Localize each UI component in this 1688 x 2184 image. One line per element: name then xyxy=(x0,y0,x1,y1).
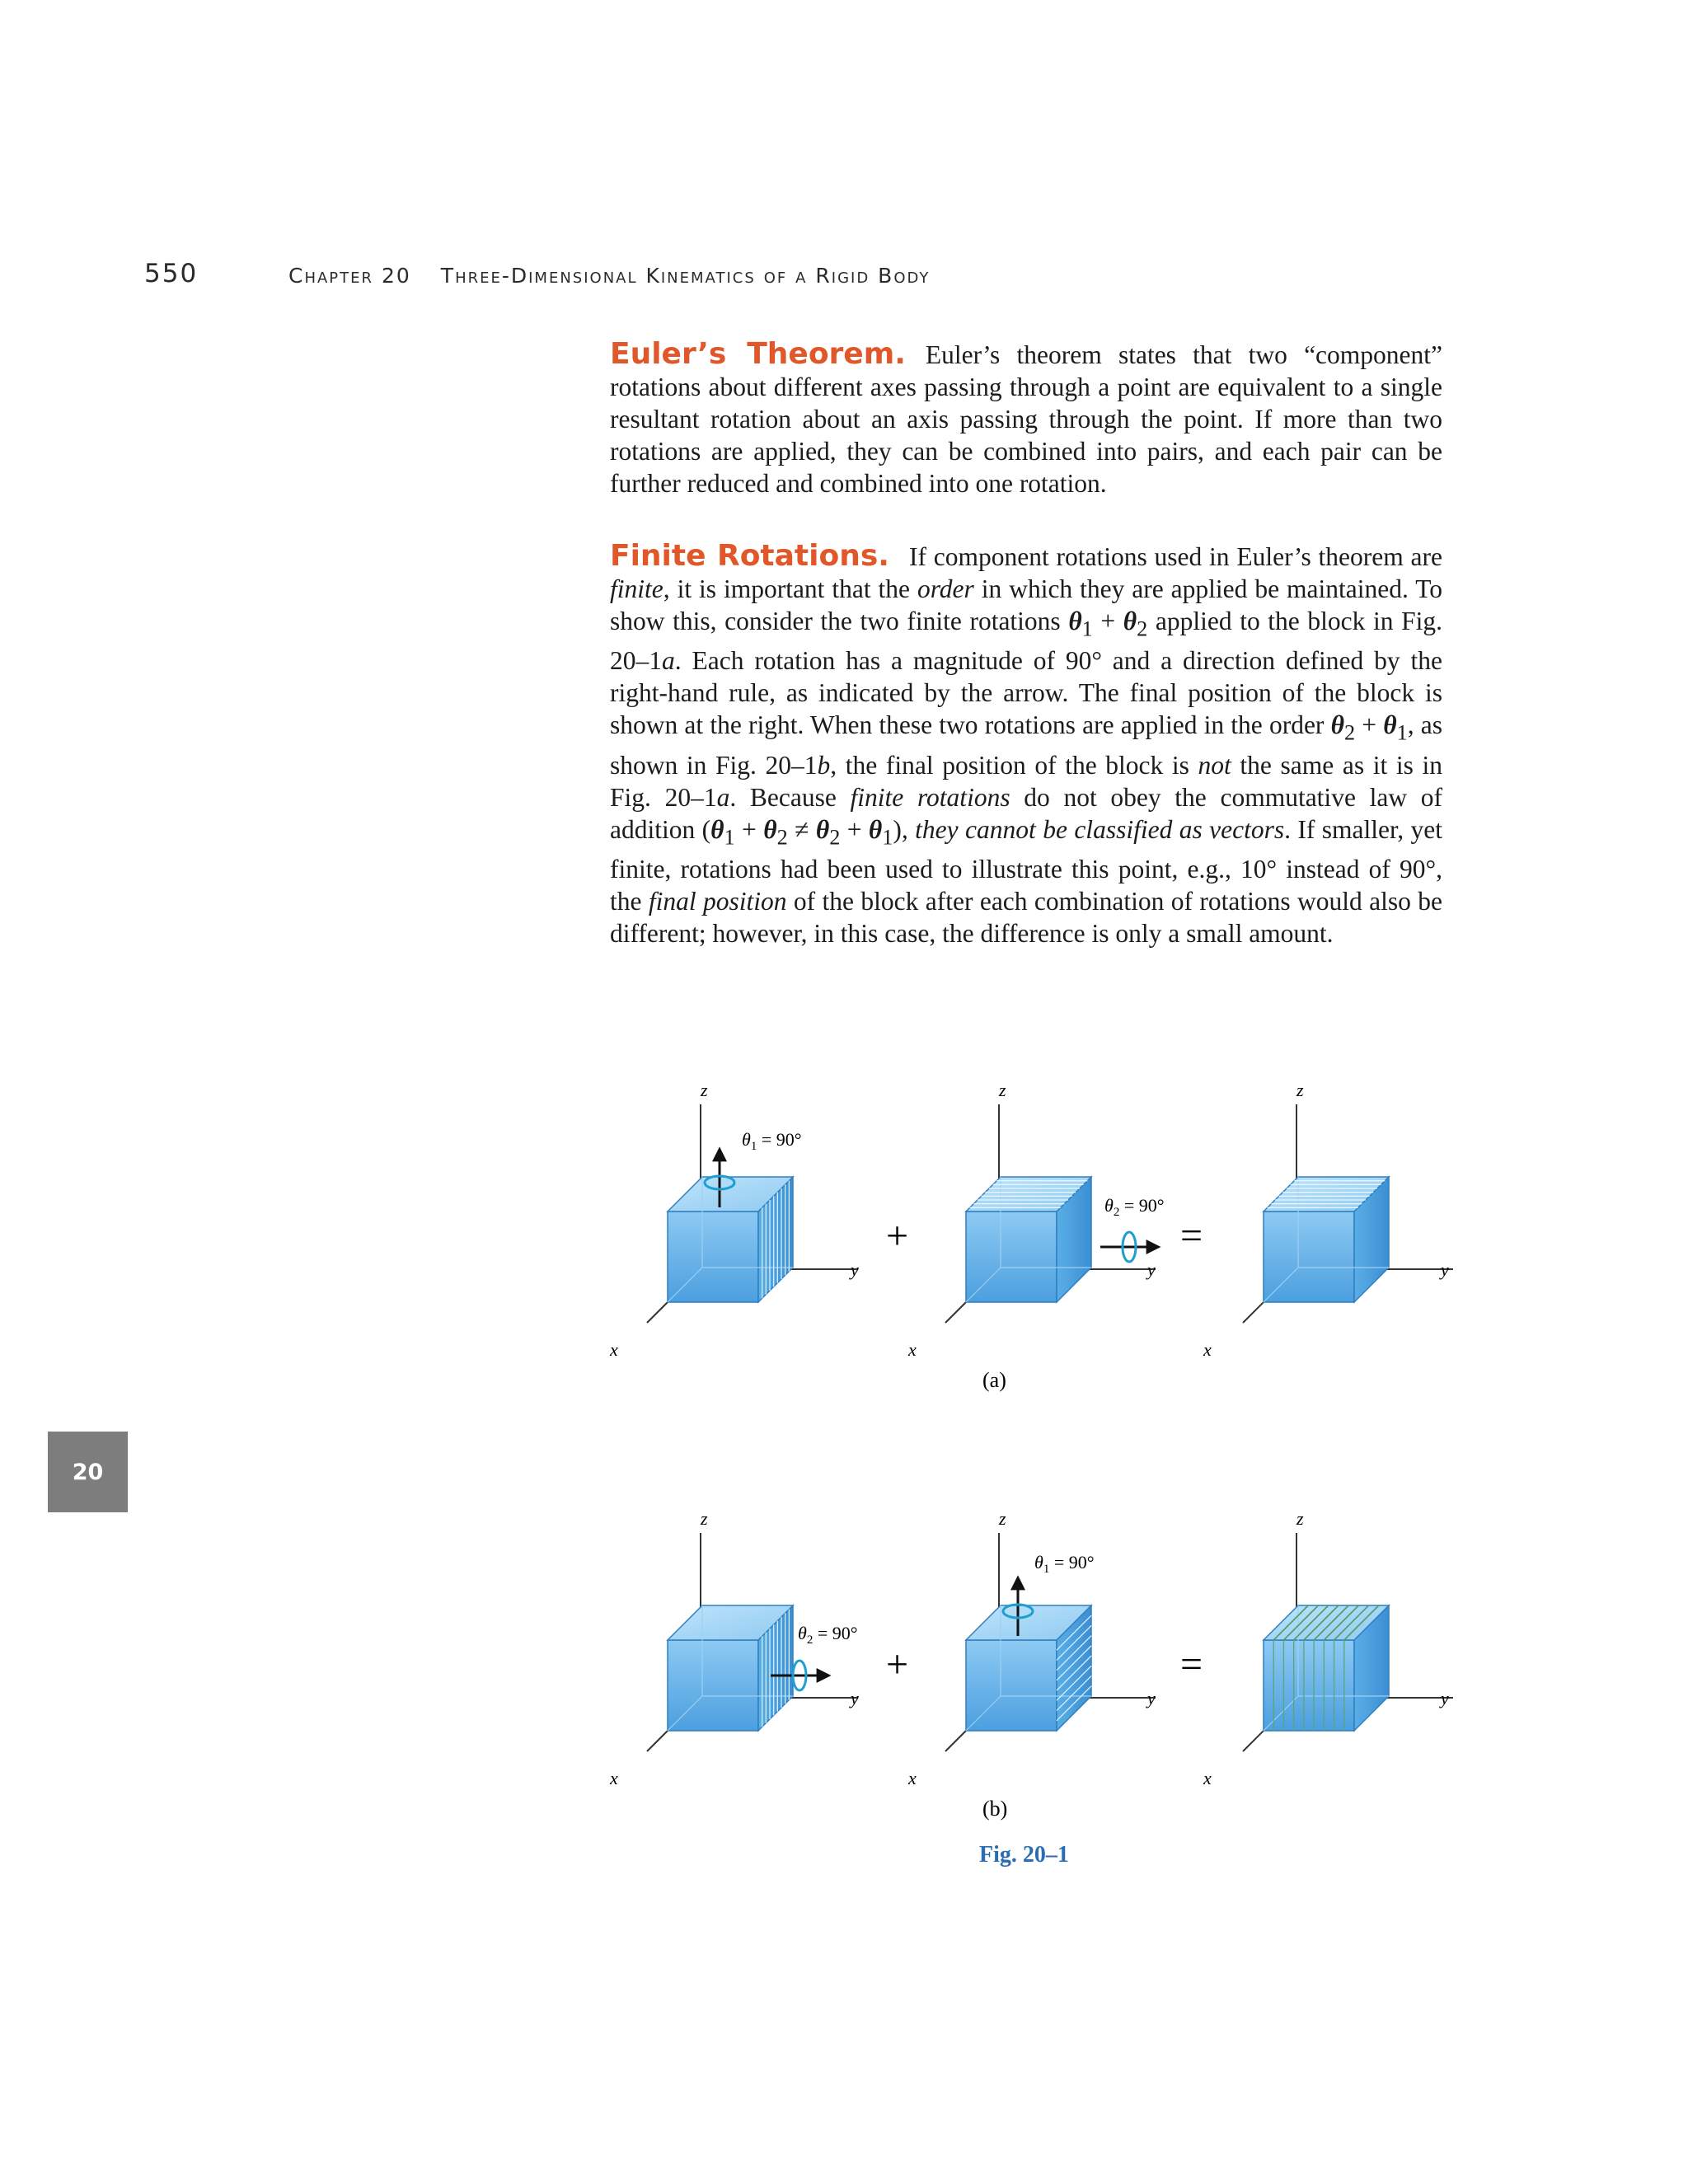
axis-x-label: x xyxy=(908,1768,917,1788)
axis-z-label: z xyxy=(701,1080,708,1100)
text-run: the same as it is in Fig. 20–1 xyxy=(610,750,1442,812)
text-run: do not obey the commutative law of addition xyxy=(610,782,1443,844)
text-run: . Each rotation has a magnitude of 90° and a direction defined by the right-hand rule, as indicated by the arrow. The final position of the block is shown at the right. When these two rotations are applied in the order xyxy=(610,646,1442,740)
axis-z-label: z xyxy=(999,1080,1006,1100)
euler-heading: Euler’s Theorem. xyxy=(610,337,906,371)
text-run: If component rotations used in Euler’s theorem are xyxy=(908,542,1442,571)
theta2-label: $\theta_2 = 90^\circ$ xyxy=(1104,1195,1165,1219)
page-number: 550 xyxy=(144,259,199,288)
text-run: of the block after each combination of rotations would also be different; however, in this case, the difference is only a small amount. xyxy=(610,886,1442,948)
chapter-side-tab: 20 xyxy=(48,1432,128,1512)
figure-20-1 xyxy=(593,1067,1467,1891)
emphasis: finite xyxy=(610,574,663,603)
caption-b: (b) xyxy=(982,1797,1008,1821)
axis-z-label: z xyxy=(999,1508,1006,1529)
axis-y-label: y xyxy=(1147,1688,1156,1708)
emphasis: a xyxy=(662,646,675,676)
axis-x-label: x xyxy=(610,1339,618,1360)
finite-heading: Finite Rotations. xyxy=(610,539,889,573)
math-not-commutative: $(\theta_1 + \theta_2 \ne \theta_2 + \theta_1)$ xyxy=(701,814,902,849)
text-run: , it is important that the xyxy=(663,574,917,603)
text-run: , the final position of the block is xyxy=(830,750,1198,780)
axis-x-label: x xyxy=(908,1339,917,1360)
axis-z-label: z xyxy=(1296,1080,1304,1100)
equals-sign: = xyxy=(1180,1214,1203,1258)
text-run: in which they are applied be maintained. To show this, consider the two finite rotations xyxy=(610,574,1442,635)
emphasis: order xyxy=(917,574,974,603)
plus-sign: + xyxy=(886,1214,909,1258)
axis-z-label: z xyxy=(1296,1508,1304,1529)
finite-rotations-paragraph xyxy=(610,540,1442,949)
axis-y-label: y xyxy=(1441,1259,1449,1280)
emphasis: a xyxy=(716,782,730,812)
figure-drawing xyxy=(647,1104,1453,1751)
caption-a: (a) xyxy=(982,1368,1006,1392)
emphasis: , they cannot be classified as vectors xyxy=(901,814,1285,844)
text-run: . If smaller, yet finite, rotations had been used to illustrate this point, e.g., 10° instead of 90°, the xyxy=(610,814,1443,916)
running-head xyxy=(288,264,930,288)
chapter-label: Chapter 20 xyxy=(288,264,411,288)
axis-y-label: y xyxy=(1147,1259,1156,1280)
axis-y-label: y xyxy=(851,1259,859,1280)
axis-x-label: x xyxy=(610,1768,618,1788)
equals-sign: = xyxy=(1180,1643,1203,1686)
emphasis: finite rotations xyxy=(850,782,1010,812)
text-run: applied to the block in Fig. 20–1 xyxy=(610,607,1442,676)
axis-x-label: x xyxy=(1203,1768,1212,1788)
chapter-title: Three-Dimensional Kinematics of a Rigid Body xyxy=(440,264,931,288)
theta2-label: $\theta_2 = 90^\circ$ xyxy=(798,1623,858,1647)
axis-z-label: z xyxy=(701,1508,708,1529)
text-run: . Because xyxy=(729,782,851,812)
figure-label: Fig. 20–1 xyxy=(979,1842,1069,1868)
euler-paragraph xyxy=(610,338,1442,499)
axis-y-label: y xyxy=(851,1688,859,1708)
emphasis: not xyxy=(1198,750,1231,780)
emphasis: final position xyxy=(648,886,787,916)
plus-sign: + xyxy=(886,1643,909,1686)
text-run: , as shown in Fig. 20–1 xyxy=(610,710,1442,780)
axis-x-label: x xyxy=(1203,1339,1212,1360)
math-theta1-plus-theta2: $\theta_1 + \theta_2$ xyxy=(1068,607,1148,641)
emphasis: b xyxy=(817,750,831,780)
math-theta2-plus-theta1: $\theta_2 + \theta_1$ xyxy=(1330,710,1408,745)
theta1-label: $\theta_1 = 90^\circ$ xyxy=(742,1129,802,1153)
theta1-label: $\theta_1 = 90^\circ$ xyxy=(1034,1552,1095,1576)
euler-text: Euler’s theorem states that two “component” rotations about different axes passing through a point are equivalent to a single resultant rotation about an axis passing through the point. If more than two rotations are applied, they can be combined into pairs, and each pair can be further reduced and combined into one rotation. xyxy=(610,340,1442,498)
axis-y-label: y xyxy=(1441,1688,1449,1708)
